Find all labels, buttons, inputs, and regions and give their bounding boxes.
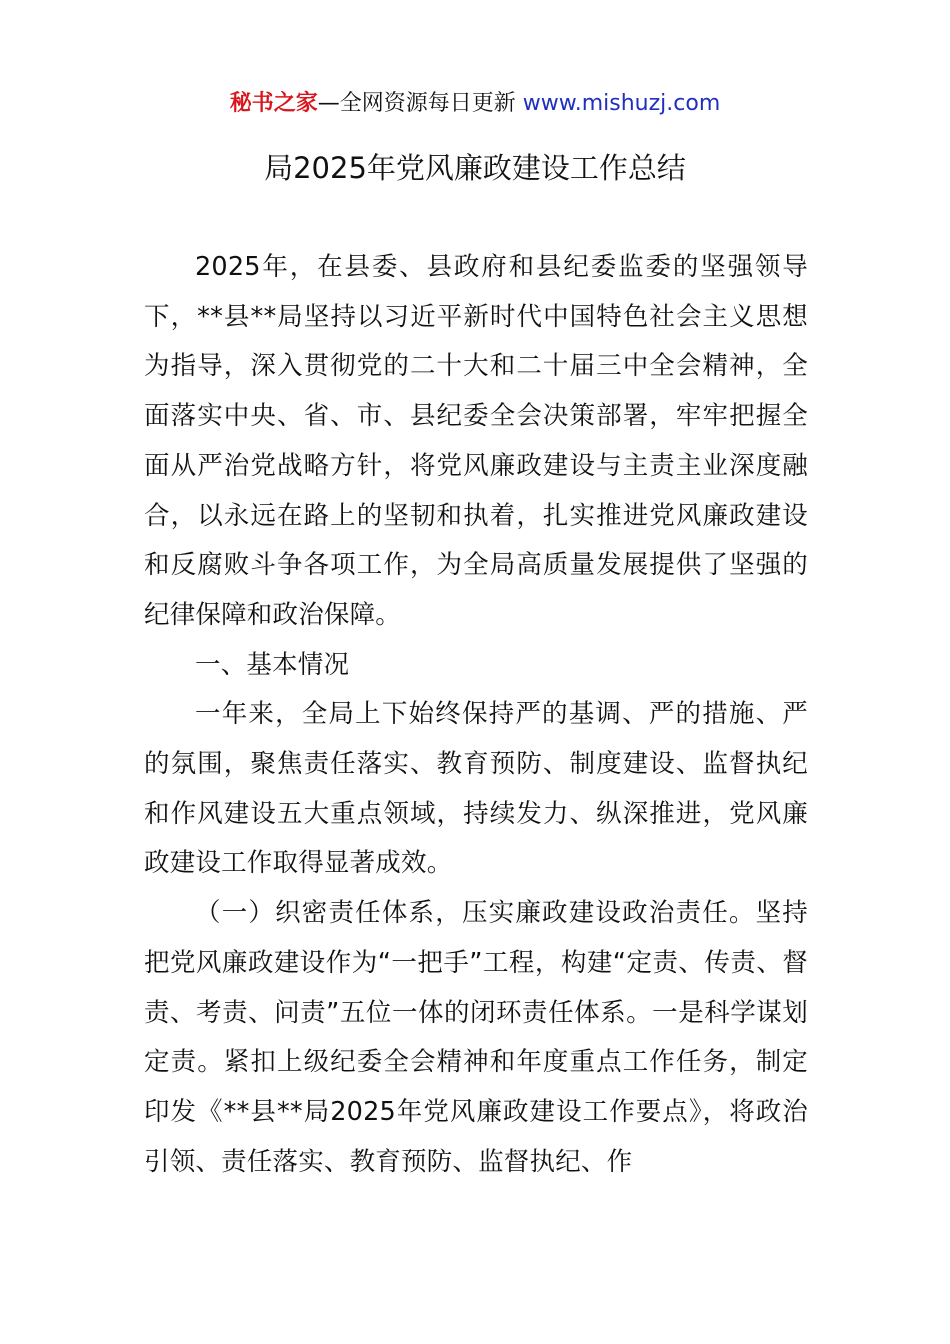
overview-paragraph: 一年来，全局上下始终保持严的基调、严的措施、严的氛围，聚焦责任落实、教育预防、制度建设、监督执纪和作风建设五大重点领域，持续发力、纵深推进，党风廉政建设工作取得显著成效。	[144, 699, 808, 879]
document-title: 局2025年党风廉政建设工作总结	[264, 151, 686, 185]
site-header	[0, 88, 950, 120]
intro-paragraph: 2025年，在县委、县政府和县纪委监委的坚强领导下，**县**局坚持以习近平新时代中国特色社会主义思想为指导，深入贯彻党的二十大和二十届三中全会精神，全面落实中央、省、市、县纪委全会决策部署，牢牢把握全面从严治党战略方针，将党风廉政建设与主责主业深度融合，以永远在路上的坚韧和执着，扎实推进党风廉政建设和反腐败斗争各项工作，为全局高质量发展提供了坚强的纪律保障和政治保障。	[144, 252, 808, 630]
header-tagline: —全网资源每日更新	[317, 91, 516, 116]
subsection-paragraph: （一）织密责任体系，压实廉政建设政治责任。坚持把党风廉政建设作为“一把手”工程，构建“定责、传责、督责、考责、问责”五位一体的闭环责任体系。一是科学谋划定责。紧扣上级纪委全会精神和年度重点工作任务，制定印发《**县**局2025年党风廉政建设工作要点》，将政治引领、责任落实、教育预防、监督执纪、作	[144, 898, 808, 1177]
document-body	[144, 243, 808, 1187]
brand-name: 秘书之家	[229, 91, 318, 116]
section-heading: 一、基本情况	[195, 649, 350, 680]
site-url-link[interactable]: www.mishuzj.com	[522, 91, 721, 116]
